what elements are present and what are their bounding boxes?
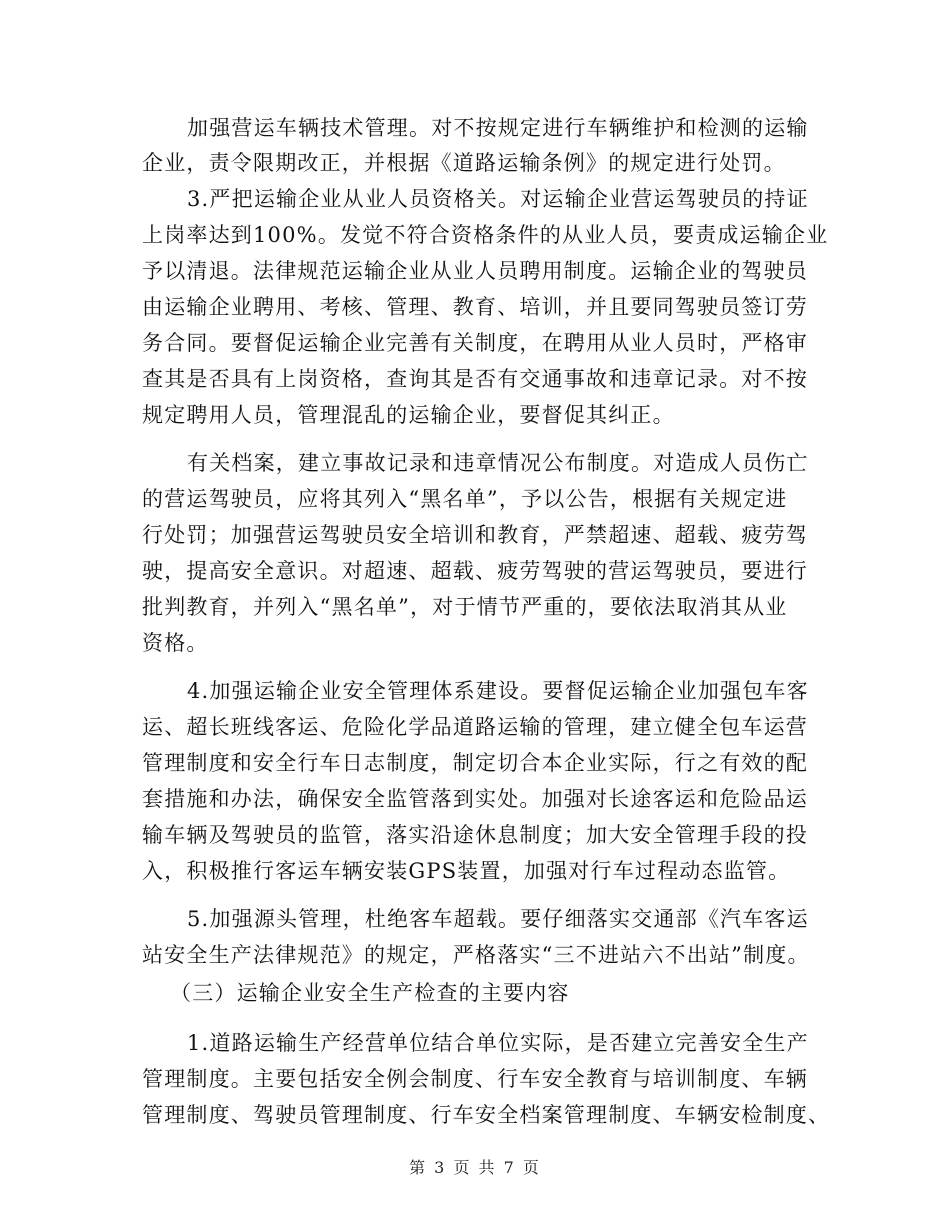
body-line: 批判教育，并列入“黑名单”，对于情节严重的，要依法取消其从业 <box>142 595 788 619</box>
body-line: 3.严把运输企业从业人员资格关。对运输企业营运驾驶员的持证 <box>187 187 809 211</box>
body-line: 予以清退。法律规范运输企业从业人员聘用制度。运输企业的驾驶员 <box>142 259 808 283</box>
body-line: 输车辆及驾驶员的监管，落实沿途休息制度；加大安全管理手段的投 <box>142 823 808 847</box>
body-line: 查其是否具有上岗资格，查询其是否有交通事故和违章记录。对不按 <box>142 367 808 391</box>
body-line: 站安全生产法律规范》的规定，严格落实“三不进站六不出站”制度。 <box>142 943 810 967</box>
body-line: 规定聘用人员，管理混乱的运输企业，要督促其纠正。 <box>142 403 675 427</box>
body-line: 资格。 <box>142 631 209 655</box>
body-line: 由运输企业聘用、考核、管理、教育、培训，并且要同驾驶员签订劳 <box>142 295 808 319</box>
body-line: 运、超长班线客运、危险化学品道路运输的管理，建立健全包车运营 <box>142 715 808 739</box>
body-line: 管理制度、驾驶员管理制度、行车安全档案管理制度、车辆安检制度、 <box>142 1103 831 1127</box>
body-line: 企业，责令限期改正，并根据《道路运输条例》的规定进行处罚。 <box>142 151 786 175</box>
section-heading: （三）运输企业安全生产检查的主要内容 <box>170 981 570 1005</box>
body-line: 管理制度和安全行车日志制度，制定切合本企业实际，行之有效的配 <box>142 751 808 775</box>
body-line: 套措施和办法，确保安全监管落到实处。加强对长途客运和危险品运 <box>142 787 808 811</box>
body-line: 驶，提高安全意识。对超速、超载、疲劳驾驶的营运驾驶员，要进行 <box>142 559 808 583</box>
body-line: 行处罚；加强营运驾驶员安全培训和教育，严禁超速、超载、疲劳驾 <box>142 523 808 547</box>
body-line: 有关档案，建立事故记录和违章情况公布制度。对造成人员伤亡 <box>187 451 809 475</box>
body-line: 入，积极推行客运车辆安装GPS装置，加强对行车过程动态监管。 <box>142 859 791 883</box>
body-line: 管理制度。主要包括安全例会制度、行车安全教育与培训制度、车辆 <box>142 1067 808 1091</box>
body-line: 1.道路运输生产经营单位结合单位实际，是否建立完善安全生产 <box>187 1031 809 1055</box>
body-line: 4.加强运输企业安全管理体系建设。要督促运输企业加强包车客 <box>187 679 809 703</box>
body-line: 的营运驾驶员，应将其列入“黑名单”，予以公告，根据有关规定进 <box>142 487 788 511</box>
body-line: 加强营运车辆技术管理。对不按规定进行车辆维护和检测的运输 <box>187 116 809 140</box>
body-line: 务合同。要督促运输企业完善有关制度，在聘用从业人员时，严格审 <box>142 331 808 355</box>
body-line: 上岗率达到100%。发觉不符合资格条件的从业人员，要责成运输企业 <box>142 223 829 247</box>
page-number: 第 3 页 共 7 页 <box>409 1158 541 1177</box>
body-line: 5.加强源头管理，杜绝客车超载。要仔细落实交通部《汽车客运 <box>187 907 809 931</box>
